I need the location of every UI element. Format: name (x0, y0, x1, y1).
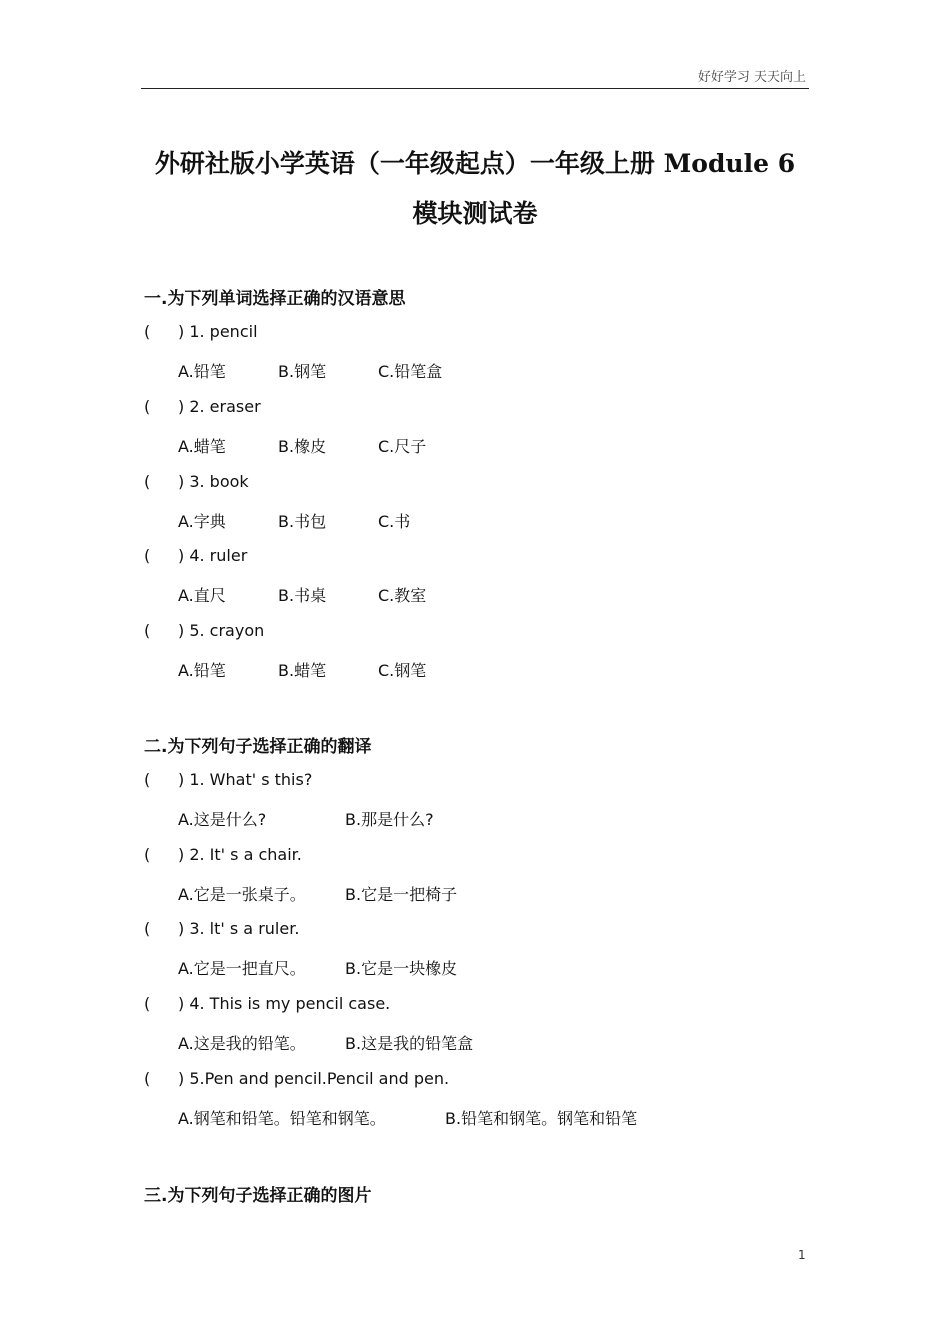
question-2-5 (144, 1069, 449, 1088)
option-b: B.那是什么? (345, 810, 434, 829)
answer-blank: ( (144, 1069, 151, 1088)
option-c: C.钢笔 (378, 661, 427, 680)
answer-blank: ( (144, 472, 151, 491)
option-a: A.这是我的铅笔。 (178, 1034, 306, 1053)
question-1-3 (144, 472, 249, 491)
options-1-4 (178, 583, 426, 606)
option-b: B.橡皮 (278, 437, 327, 456)
document-title: 外研社版小学英语（一年级起点）一年级上册 Module 6 (154, 149, 796, 178)
question-1-4 (144, 546, 247, 565)
option-a: A.钢笔和铅笔。铅笔和钢笔。 (178, 1109, 386, 1128)
answer-blank: ( (144, 546, 151, 565)
question-2-3 (144, 919, 299, 938)
answer-blank: ( (144, 845, 151, 864)
option-b: B.铅笔和钢笔。钢笔和铅笔 (445, 1109, 638, 1128)
option-a: A.它是一张桌子。 (178, 885, 306, 904)
option-b: B.蜡笔 (278, 661, 327, 680)
option-a: A.这是什么? (178, 810, 267, 829)
question-text: ) 5. crayon (178, 621, 265, 640)
option-a: A.字典 (178, 512, 226, 531)
options-2-4 (178, 1031, 473, 1054)
section-2-heading: 二.为下列句子选择正确的翻译 (144, 737, 372, 757)
question-1-2 (144, 397, 261, 416)
question-text: ) 4. ruler (178, 546, 248, 565)
question-text: ) 1. What' s this? (178, 770, 313, 789)
options-2-3 (178, 956, 457, 979)
question-text: ) 5.Pen and pencil.Pencil and pen. (178, 1069, 450, 1088)
page-header-text: 好好学习 天天向上 (697, 70, 806, 85)
option-a: A.铅笔 (178, 362, 226, 381)
question-text: ) 1. pencil (178, 322, 258, 341)
question-text: ) 3. lt' s a ruler. (178, 919, 300, 938)
option-a: A.蜡笔 (178, 437, 226, 456)
option-b: B.它是一块橡皮 (345, 959, 458, 978)
option-a: A.它是一把直尺。 (178, 959, 306, 978)
options-1-3 (178, 509, 410, 532)
option-b: B.钢笔 (278, 362, 327, 381)
question-text: ) 3. book (178, 472, 249, 491)
option-b: B.它是一把椅子 (345, 885, 458, 904)
question-text: ) 4. This is my pencil case. (178, 994, 391, 1013)
option-b: B.书桌 (278, 586, 327, 605)
answer-blank: ( (144, 770, 151, 789)
question-2-4 (144, 994, 390, 1013)
question-1-5 (144, 621, 264, 640)
option-b: B.书包 (278, 512, 327, 531)
answer-blank: ( (144, 322, 151, 341)
section-3-heading: 三.为下列句子选择正确的图片 (144, 1186, 372, 1206)
option-c: C.教室 (378, 586, 427, 605)
options-2-1 (178, 807, 434, 830)
answer-blank: ( (144, 397, 151, 416)
document-subtitle: 模块测试卷 (412, 199, 538, 228)
header-divider (141, 88, 809, 89)
question-text: ) 2. It' s a chair. (178, 845, 302, 864)
question-1-1 (144, 322, 258, 341)
answer-blank: ( (144, 621, 151, 640)
options-1-2 (178, 434, 426, 457)
question-text: ) 2. eraser (178, 397, 261, 416)
question-2-2 (144, 845, 302, 864)
option-c: C.书 (378, 512, 411, 531)
options-1-5 (178, 658, 426, 681)
option-c: C.尺子 (378, 437, 427, 456)
question-2-1 (144, 770, 312, 789)
option-a: A.直尺 (178, 586, 226, 605)
option-a: A.铅笔 (178, 661, 226, 680)
option-c: C.铅笔盒 (378, 362, 443, 381)
section-1-heading: 一.为下列单词选择正确的汉语意思 (144, 289, 406, 309)
options-2-5 (178, 1106, 637, 1129)
answer-blank: ( (144, 994, 151, 1013)
option-b: B.这是我的铅笔盒 (345, 1034, 474, 1053)
options-2-2 (178, 882, 457, 905)
page-number: 1 (798, 1248, 806, 1262)
options-1-1 (178, 359, 442, 382)
answer-blank: ( (144, 919, 151, 938)
